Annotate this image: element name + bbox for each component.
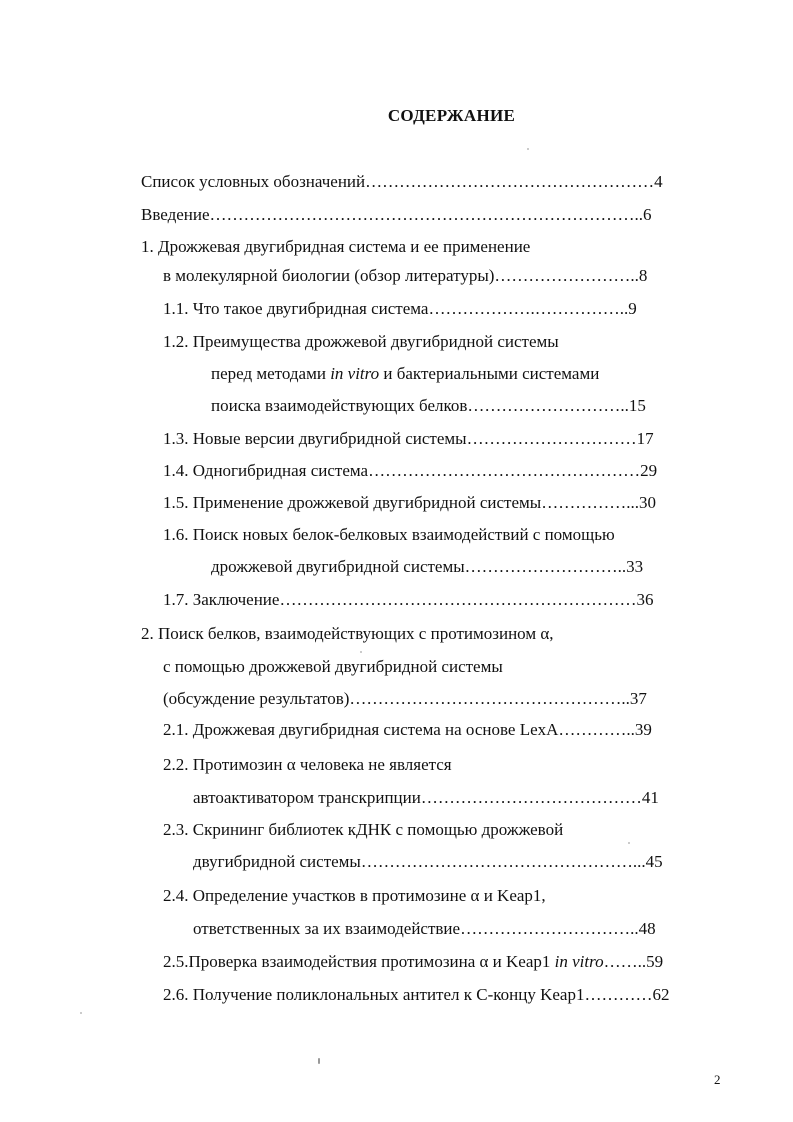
toc-entry-chapter-2-cont2: (обсуждение результатов)…………………………………………..37 <box>163 689 647 708</box>
toc-text: 2.5.Проверка взаимодействия протимозина α и Keap1 <box>163 952 555 971</box>
scan-speck <box>628 842 630 844</box>
toc-entry-1-6-cont: дрожжевой двугибридной системы………………………..33 <box>211 557 644 576</box>
scan-speck <box>318 1058 320 1064</box>
toc-entry-2-3: 2.3. Скрининг библиотек кДНК с помощью дрожжевой <box>163 820 564 839</box>
toc-entry-abbreviations: Список условных обозначений……………………………………………4 <box>141 172 663 191</box>
scan-speck <box>527 148 529 150</box>
toc-entry-1-1: 1.1. Что такое двугибридная система……………….……………..9 <box>163 299 637 318</box>
toc-italic: in vitro <box>330 364 380 383</box>
toc-entry-1-6: 1.6. Поиск новых белок-белковых взаимодействий с помощью <box>163 525 615 544</box>
page-number: 2 <box>714 1072 721 1087</box>
scan-speck <box>360 651 362 653</box>
toc-entry-chapter-2-cont1: с помощью дрожжевой двугибридной системы <box>163 657 503 676</box>
toc-entry-1-2-cont1 <box>211 364 599 384</box>
toc-entry-1-2: 1.2. Преимущества дрожжевой двугибридной системы <box>163 332 559 351</box>
toc-entry-introduction: Введение…………………………………………………………………..6 <box>141 205 652 224</box>
toc-text: ……..59 <box>603 952 664 971</box>
toc-entry-2-5 <box>163 952 663 972</box>
toc-entry-2-2-cont: автоактиватором транскрипции…………………………………41 <box>193 788 659 807</box>
toc-entry-2-2: 2.2. Протимозин α человека не является <box>163 755 452 774</box>
toc-entry-1-4: 1.4. Одногибридная система…………………………………………29 <box>163 461 658 480</box>
toc-entry-1-3: 1.3. Новые версии двугибридной системы…………………………17 <box>163 429 654 448</box>
toc-text: перед методами <box>211 364 331 383</box>
toc-entry-2-3-cont: двугибридной системы…………………………………………...45 <box>193 852 663 871</box>
toc-entry-2-4: 2.4. Определение участков в протимозине α и Keap1, <box>163 886 546 905</box>
toc-entry-2-6: 2.6. Получение поликлональных антител к С-концу Keap1…………62 <box>163 985 670 1004</box>
toc-entry-chapter-1-cont: в молекулярной биологии (обзор литературы)……………………..8 <box>163 266 648 285</box>
toc-entry-chapter-1: 1. Дрожжевая двугибридная система и ее применение <box>141 237 531 256</box>
toc-italic: in vitro <box>554 952 604 971</box>
toc-entry-1-7: 1.7. Заключение………………………………………………………36 <box>163 590 654 609</box>
toc-text: и бактериальными системами <box>379 364 600 383</box>
scan-speck <box>80 1012 82 1014</box>
toc-entry-2-4-cont: ответственных за их взаимодействие…………………………..48 <box>193 919 656 938</box>
toc-entry-1-5: 1.5. Применение дрожжевой двугибридной системы……………...30 <box>163 493 656 512</box>
page-title: СОДЕРЖАНИЕ <box>387 106 516 125</box>
toc-entry-2-1: 2.1. Дрожжевая двугибридная система на основе LexA…………..39 <box>163 720 652 739</box>
toc-entry-1-2-cont2: поиска взаимодействующих белков………………………..15 <box>211 396 646 415</box>
toc-entry-chapter-2: 2. Поиск белков, взаимодействующих с протимозином α, <box>141 624 554 643</box>
